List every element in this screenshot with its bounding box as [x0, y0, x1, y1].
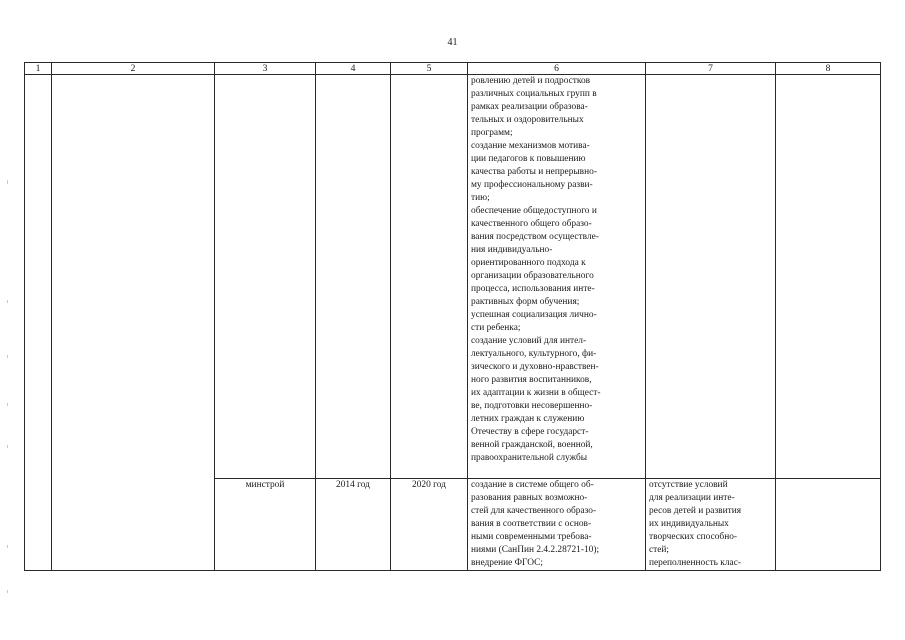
- text-line: правоохранительной службы: [471, 453, 588, 463]
- text-line: создание в системе общего об-: [471, 480, 594, 490]
- text-line: процесса, использования инте-: [471, 284, 595, 294]
- text-line: Отечеству в сфере государст-: [471, 427, 589, 437]
- cell-col-6: [468, 75, 646, 479]
- cell-end-year: 2020 год: [391, 479, 468, 571]
- text-line: ровлению детей и подростков: [471, 76, 591, 86]
- text-line: их индивидуальных: [649, 519, 729, 529]
- text-line: организации образовательного: [471, 271, 594, 281]
- text-line: создание условий для интел-: [471, 336, 587, 346]
- cell-col-8: [776, 479, 881, 571]
- text-line: тельных и оздоровительных: [471, 115, 584, 125]
- cell-col-1: [25, 75, 52, 571]
- scan-mark: [7, 180, 8, 184]
- text-line: внедрение ФГОС;: [471, 558, 543, 568]
- text-line: ниями (СанПин 2.4.2.28721-10);: [471, 545, 600, 555]
- text-line: сти ребенка;: [471, 323, 521, 333]
- document-table: [24, 62, 881, 571]
- text-line: качества работы и непрерывно-: [471, 167, 597, 177]
- col-header-6: 6: [468, 63, 646, 75]
- text-line: ве, подготовки несовершенно-: [471, 401, 593, 411]
- text-line: вания посредством осуществле-: [471, 232, 599, 242]
- cell-col-3: [215, 75, 316, 479]
- text-line: ными современными требова-: [471, 532, 592, 542]
- cell-col-6: [468, 479, 646, 571]
- cell-col-5: [391, 75, 468, 479]
- text-line: качественного общего образо-: [471, 219, 592, 229]
- col-header-8: 8: [776, 63, 881, 75]
- text-line: лектуального, культурного, фи-: [471, 349, 597, 359]
- text-line: различных социальных групп в: [471, 89, 597, 99]
- text-line: тию;: [471, 193, 490, 203]
- text-line: разования равных возможно-: [471, 493, 588, 503]
- scan-mark: [7, 300, 8, 303]
- text-line: программ;: [471, 128, 513, 138]
- text-line: переполненность клас-: [649, 558, 741, 568]
- scan-mark: [7, 445, 8, 448]
- col-header-1: 1: [25, 63, 52, 75]
- text-line: ресов детей и развития: [649, 506, 742, 516]
- col-header-5: 5: [391, 63, 468, 75]
- col-header-4: 4: [316, 63, 391, 75]
- col-header-2: 2: [52, 63, 215, 75]
- text-line: отсутствие условий: [649, 480, 728, 490]
- scan-mark: [7, 590, 8, 593]
- text-line: ния индивидуально-: [471, 245, 553, 255]
- text-line: творческих способно-: [649, 532, 738, 542]
- table-row: [25, 75, 881, 479]
- text-line: вания в соответствии с основ-: [471, 519, 592, 529]
- text-line: обеспечение общедоступного и: [471, 206, 597, 216]
- cell-col-2: [52, 75, 215, 571]
- text-line: зического и духовно-нравствен-: [471, 362, 599, 372]
- text-line: создание механизмов мотива-: [471, 141, 590, 151]
- text-line: стей;: [649, 545, 670, 555]
- text-line: ориентированного подхода к: [471, 258, 586, 268]
- text-line: венной гражданской, военной,: [471, 440, 593, 450]
- text-line: ного развития воспитанников,: [471, 375, 592, 385]
- cell-col-8: [776, 75, 881, 479]
- scan-mark: [7, 355, 8, 358]
- page-number: 41: [447, 37, 458, 48]
- cell-agency: минстрой: [215, 479, 316, 571]
- text-line: рамках реализации образова-: [471, 102, 588, 112]
- text-line: успешная социализация лично-: [471, 310, 597, 320]
- text-line: летних граждан к служению: [471, 414, 585, 424]
- col-header-3: 3: [215, 63, 316, 75]
- col-header-7: 7: [646, 63, 776, 75]
- text-line: рактивных форм обучения;: [471, 297, 580, 307]
- scan-mark: [7, 403, 8, 406]
- text-line: ции педагогов к повышению: [471, 154, 586, 164]
- text-line: му профессиональному разви-: [471, 180, 593, 190]
- scan-mark: [7, 545, 8, 548]
- text-line: стей для качественного образо-: [471, 506, 597, 516]
- cell-col-7: [646, 75, 776, 479]
- cell-col-4: [316, 75, 391, 479]
- header-row: [25, 63, 881, 75]
- text-line: для реализации инте-: [649, 493, 735, 503]
- cell-start-year: 2014 год: [316, 479, 391, 571]
- cell-col-7: [646, 479, 776, 571]
- text-line: их адаптации к жизни в общест-: [471, 388, 601, 398]
